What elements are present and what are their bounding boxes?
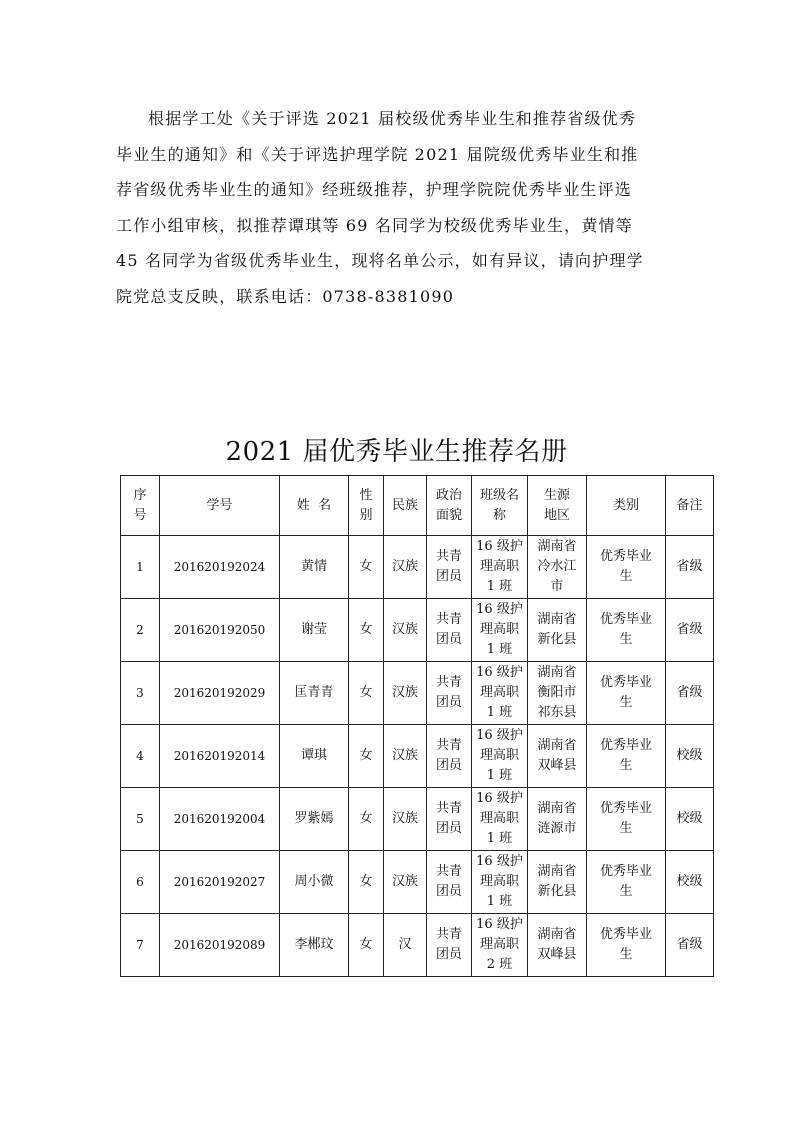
intro-line: 荐省级优秀毕业生的通知》经班级推荐，护理学院院优秀毕业生评选 [116,180,633,200]
cell-class [472,788,528,851]
cell-political-line: 团员 [435,569,462,584]
cell-origin-line: 湖南省 [537,738,577,753]
cell-remark: 省级 [666,662,714,725]
cell-class-line: 1 班 [486,642,513,657]
cell-origin-line: 衡阳市 [537,685,577,700]
cell-class-line: 1 班 [486,831,513,846]
cell-origin-line: 冷水江 [537,559,577,574]
cell-political-line: 共青 [435,801,462,816]
table-row [121,662,714,725]
cell-index: 2 [121,599,160,662]
cell-class-line: 1 班 [486,579,513,594]
table-row [121,788,714,851]
cell-category [587,662,666,725]
cell-name: 李郴玟 [280,914,349,977]
table-body [121,536,714,977]
cell-origin-line: 涟源市 [537,821,577,836]
cell-student-id: 201620192024 [160,536,280,599]
cell-category [587,536,666,599]
cell-gender: 女 [349,725,384,788]
cell-student-id: 201620192050 [160,599,280,662]
cell-political-line: 共青 [435,864,462,879]
cell-class-line: 理高职 [479,559,519,574]
cell-category-line: 生 [619,758,633,773]
cell-category-line: 生 [619,884,633,899]
cell-category-line: 生 [619,632,633,647]
cell-class [472,725,528,788]
cell-class-line: 理高职 [479,937,519,952]
cell-category-line: 优秀毕业 [599,612,652,627]
cell-gender: 女 [349,914,384,977]
cell-class-line: 理高职 [479,685,519,700]
cell-remark: 省级 [666,914,714,977]
cell-class-line: 16 级护 [476,602,523,617]
cell-class-line: 1 班 [486,705,513,720]
cell-name: 谭琪 [280,725,349,788]
cell-remark: 省级 [666,536,714,599]
graduate-roster-table [120,475,714,977]
cell-index: 6 [121,851,160,914]
intro-line: 工作小组审核，拟推荐谭琪等 69 名同学为校级优秀毕业生，黄情等 [116,215,633,235]
cell-ethnicity: 汉族 [384,725,427,788]
cell-class [472,662,528,725]
cell-class-line: 1 班 [486,768,513,783]
cell-political [427,788,472,851]
cell-gender: 女 [349,662,384,725]
cell-remark: 校级 [666,851,714,914]
cell-remark: 校级 [666,788,714,851]
table-row [121,851,714,914]
table-title: 2021 届优秀毕业生推荐名册 [225,437,568,467]
cell-origin-line: 双峰县 [537,947,577,962]
cell-origin-line: 湖南省 [537,539,577,554]
cell-class-line: 16 级护 [476,728,523,743]
header-index: 序 号 [121,476,160,536]
cell-class-line: 理高职 [479,622,519,637]
cell-origin-line: 湖南省 [537,612,577,627]
cell-class [472,914,528,977]
cell-category-line: 优秀毕业 [599,549,652,564]
cell-gender: 女 [349,536,384,599]
cell-category-line: 生 [619,569,633,584]
cell-index: 3 [121,662,160,725]
cell-category-line: 生 [619,695,633,710]
cell-class-line: 16 级护 [476,539,523,554]
cell-origin [528,599,587,662]
header-origin: 生源 地区 [528,476,587,536]
cell-origin [528,788,587,851]
header-student-id: 学号 [160,476,280,536]
cell-student-id: 201620192029 [160,662,280,725]
cell-origin-line: 祁东县 [537,705,577,720]
cell-political [427,599,472,662]
intro-paragraph [116,101,682,315]
cell-student-id: 201620192004 [160,788,280,851]
cell-political-line: 团员 [435,695,462,710]
cell-class [472,851,528,914]
header-political: 政治 面貌 [427,476,472,536]
cell-origin-line: 新化县 [537,884,577,899]
table-header-row [121,476,714,536]
cell-category [587,599,666,662]
cell-political [427,536,472,599]
header-gender: 性 别 [349,476,384,536]
cell-political-line: 团员 [435,947,462,962]
cell-origin-line: 湖南省 [537,927,577,942]
cell-political-line: 共青 [435,549,462,564]
cell-class [472,536,528,599]
cell-category-line: 优秀毕业 [599,864,652,879]
cell-category [587,725,666,788]
header-ethnicity: 民族 [384,476,427,536]
cell-category-line: 优秀毕业 [599,738,652,753]
cell-origin [528,662,587,725]
cell-category [587,788,666,851]
cell-origin-line: 湖南省 [537,665,577,680]
cell-political-line: 团员 [435,632,462,647]
cell-origin [528,914,587,977]
cell-index: 7 [121,914,160,977]
cell-class-line: 16 级护 [476,665,523,680]
cell-ethnicity: 汉族 [384,662,427,725]
cell-index: 1 [121,536,160,599]
cell-political [427,725,472,788]
cell-political-line: 共青 [435,612,462,627]
cell-ethnicity: 汉族 [384,788,427,851]
cell-political-line: 团员 [435,884,462,899]
cell-remark: 校级 [666,725,714,788]
cell-origin-line: 市 [550,579,564,594]
cell-category-line: 生 [619,947,633,962]
cell-political-line: 共青 [435,738,462,753]
cell-origin [528,536,587,599]
cell-political-line: 团员 [435,821,462,836]
table-row [121,536,714,599]
cell-class-line: 16 级护 [476,917,523,932]
cell-category-line: 生 [619,821,633,836]
cell-name: 罗紫嫣 [280,788,349,851]
cell-political [427,662,472,725]
intro-line: 毕业生的通知》和《关于评选护理学院 2021 届院级优秀毕业生和推 [116,144,639,164]
cell-ethnicity: 汉族 [384,599,427,662]
cell-class-line: 16 级护 [476,854,523,869]
header-category: 类别 [587,476,666,536]
cell-student-id: 201620192014 [160,725,280,788]
cell-origin [528,725,587,788]
cell-political-line: 共青 [435,675,462,690]
cell-class-line: 理高职 [479,811,519,826]
header-name: 姓 名 [280,476,349,536]
cell-student-id: 201620192027 [160,851,280,914]
cell-class-line: 1 班 [486,894,513,909]
intro-line: 根据学工处《关于评选 2021 届校级优秀毕业生和推荐省级优秀 [148,109,637,128]
table-row [121,599,714,662]
cell-category [587,914,666,977]
cell-index: 4 [121,725,160,788]
cell-category-line: 优秀毕业 [599,927,652,942]
cell-ethnicity: 汉 [384,914,427,977]
intro-line: 45 名同学为省级优秀毕业生，现将名单公示，如有异议，请向护理学 [116,251,644,271]
cell-political-line: 共青 [435,927,462,942]
cell-class [472,599,528,662]
header-class: 班级名 称 [472,476,528,536]
cell-gender: 女 [349,788,384,851]
cell-remark: 省级 [666,599,714,662]
table-row [121,725,714,788]
cell-name: 黄情 [280,536,349,599]
cell-category-line: 优秀毕业 [599,801,652,816]
table-row [121,914,714,977]
cell-origin-line: 湖南省 [537,801,577,816]
cell-ethnicity: 汉族 [384,851,427,914]
cell-class-line: 16 级护 [476,791,523,806]
cell-ethnicity: 汉族 [384,536,427,599]
cell-name: 周小微 [280,851,349,914]
cell-category-line: 优秀毕业 [599,675,652,690]
cell-origin-line: 双峰县 [537,758,577,773]
cell-gender: 女 [349,599,384,662]
cell-category [587,851,666,914]
cell-class-line: 2 班 [486,957,513,972]
cell-political-line: 团员 [435,758,462,773]
cell-origin [528,851,587,914]
cell-class-line: 理高职 [479,874,519,889]
cell-origin-line: 新化县 [537,632,577,647]
header-remark: 备注 [666,476,714,536]
cell-origin-line: 湖南省 [537,864,577,879]
cell-class-line: 理高职 [479,748,519,763]
intro-line: 院党总支反映，联系电话：0738-8381090 [116,286,455,306]
cell-political [427,914,472,977]
cell-student-id: 201620192089 [160,914,280,977]
cell-political [427,851,472,914]
cell-index: 5 [121,788,160,851]
cell-name: 匡青青 [280,662,349,725]
cell-gender: 女 [349,851,384,914]
cell-name: 谢莹 [280,599,349,662]
